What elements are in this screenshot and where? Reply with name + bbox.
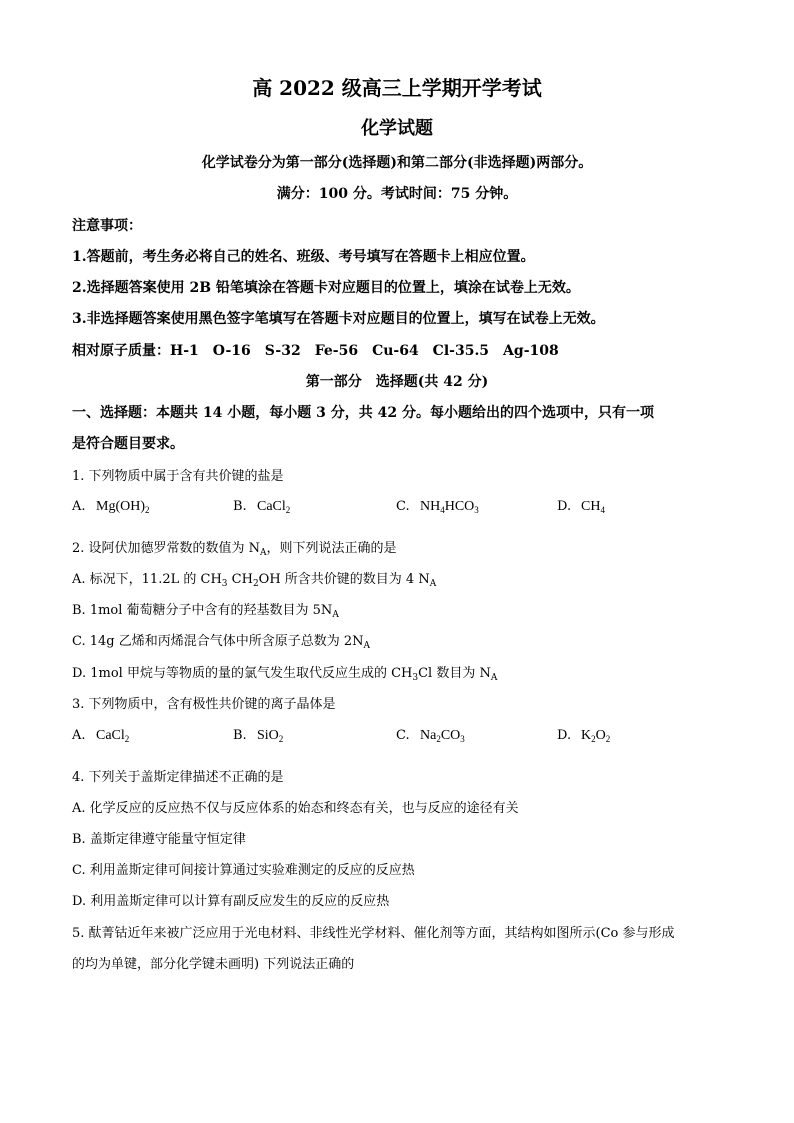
question-3-option-d: D. $K_2O_2$	[557, 728, 611, 744]
score-time: 满分：100 分。考试时间：75 分钟。	[276, 186, 518, 202]
question-3-option-a: A. CaCl$_2$	[72, 728, 130, 744]
question-1-option-b: B. CaCl$_2$	[233, 499, 291, 515]
question-4-stem: 4. 下列关于盖斯定律描述不正确的是	[72, 770, 284, 785]
question-2-stem: 2. 设阿伏加德罗常数的数值为 $N_A$，则下列说法正确的是	[72, 541, 397, 558]
question-4-option-c: C. 利用盖斯定律可间接计算通过实验难测定的反应的反应热	[72, 863, 415, 878]
question-1-option-c: C. $NH_4HCO_3$	[396, 499, 479, 515]
question-1-option-d: D. $CH_4$	[557, 499, 605, 515]
question-2-option-b: B. 1mol 葡萄糖分子中含有的羟基数目为 $5N_A$	[72, 603, 339, 620]
question-2-option-c: C. 14g 乙烯和丙烯混合气体中所含原子总数为 $2N_A$	[72, 634, 371, 651]
note-item: 3.非选择题答案使用黑色签字笔填写在答题卡对应题目的位置上，填写在试卷上无效。	[72, 311, 605, 327]
section-instructions-cont: 是符合题目要求。	[72, 436, 184, 452]
atomic-mass: 相对原子质量：H-1 O-16 S-32 Fe-56 Cu-64 Cl-35.5 Ag-108	[72, 343, 559, 359]
question-1-option-a: A. $Mg(OH)_2$	[72, 499, 150, 515]
note-item: 2.选择题答案使用 2B 铅笔填涂在答题卡对应题目的位置上，填涂在试卷上无效。	[72, 280, 580, 296]
question-2-option-d: D. 1mol 甲烷与等物质的量的氯气发生取代反应生成的 $CH_3Cl$ 数目为 $N_A$	[72, 666, 498, 683]
question-3-stem: 3. 下列物质中，含有极性共价键的离子晶体是	[72, 697, 336, 712]
question-4-option-d: D. 利用盖斯定律可以计算有副反应发生的反应的反应热	[72, 894, 390, 909]
question-3-option-b: B. SiO$_2$	[233, 728, 284, 744]
question-5-stem-cont: 的均为单键，部分化学键未画明) 下列说法正确的	[72, 957, 355, 972]
part1-heading: 第一部分 选择题(共 42 分)	[305, 374, 489, 390]
section-instructions: 一、选择题：本题共 14 小题，每小题 3 分，共 42 分。每小题给出的四个选项中，只有一项	[72, 405, 654, 421]
exam-intro: 化学试卷分为第一部分(选择题)和第二部分(非选择题)两部分。	[201, 155, 593, 171]
question-3-option-c: C. $Na_2CO_3$	[396, 728, 465, 744]
question-5-stem: 5. 酞菁钴近年来被广泛应用于光电材料、非线性光学材料、催化剂等方面，其结构如图所示(Co 参与形成	[72, 926, 675, 941]
question-1-stem: 1. 下列物质中属于含有共价键的盐是	[72, 469, 284, 484]
notes-heading: 注意事项：	[72, 218, 142, 234]
question-4-option-b: B. 盖斯定律遵守能量守恒定律	[72, 832, 246, 847]
subject-title: 化学试题	[361, 118, 433, 139]
note-item: 1.答题前，考生务必将自己的姓名、班级、考号填写在答题卡上相应位置。	[72, 249, 535, 265]
question-4-option-a: A. 化学反应的反应热不仅与反应体系的始态和终态有关，也与反应的途径有关	[72, 801, 519, 816]
exam-title: 高 2022 级高三上学期开学考试	[252, 76, 542, 100]
question-2-option-a: A. 标况下，11.2L 的 $CH_3$ $CH_2OH$ 所含共价键的数目为 4 $N_A$	[72, 572, 437, 589]
